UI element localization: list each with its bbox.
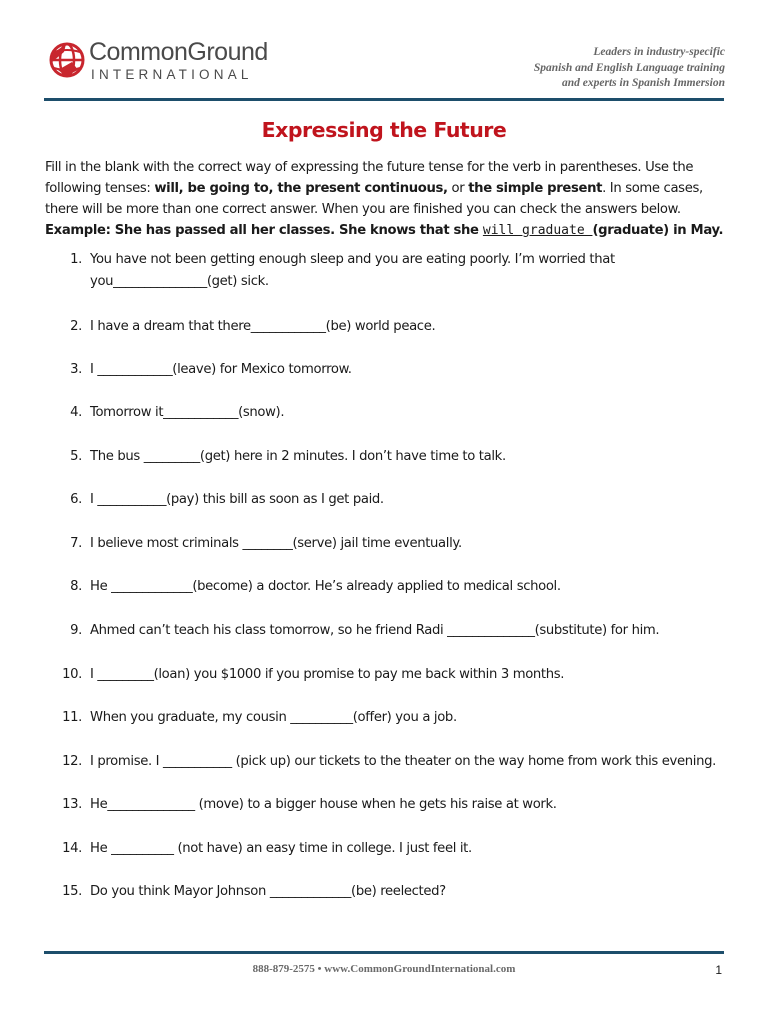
tagline-line: and experts in Spanish Immersion bbox=[562, 77, 725, 89]
question-number: 2. bbox=[70, 319, 82, 334]
question-number: 1. bbox=[70, 252, 82, 267]
question-number: 11. bbox=[62, 710, 82, 725]
question-text: He _____________(become) a doctor. He’s already applied to medical school. bbox=[90, 579, 561, 594]
footer-divider bbox=[44, 951, 724, 954]
example-end: (graduate) in May. bbox=[592, 223, 724, 238]
question-text: I promise. I ___________ (pick up) our tickets to the theater on the way home from work this evening. bbox=[90, 754, 716, 769]
question-text: The bus _________(get) here in 2 minutes. I don’t have time to talk. bbox=[90, 449, 506, 464]
question-number: 12. bbox=[62, 754, 82, 769]
logo-subtitle: INTERNATIONAL bbox=[91, 67, 253, 82]
question-number: 9. bbox=[70, 623, 82, 638]
instructions-text: . In some cases, there will be more than one correct answer. When you are finished you can check the answers below. bbox=[45, 181, 703, 217]
question-text: I ___________(pay) this bill as soon as I get paid. bbox=[90, 492, 384, 507]
footer-contact: 888-879-2575 • www.CommonGroundInternational.com bbox=[252, 963, 516, 975]
question-number: 8. bbox=[70, 579, 82, 594]
question-number: 7. bbox=[70, 536, 82, 551]
question-number: 4. bbox=[70, 405, 82, 420]
globe-logo-icon bbox=[48, 40, 88, 80]
instructions-text: Fill in the blank with the correct way of expressing the future tense for the verb in parentheses. Use the following tenses: bbox=[45, 160, 694, 196]
question-number: 3. bbox=[70, 362, 82, 377]
question-text: I _________(loan) you $1000 if you promise to pay me back within 3 months. bbox=[90, 667, 565, 682]
tagline bbox=[534, 45, 725, 92]
question-text: He______________ (move) to a bigger house when he gets his raise at work. bbox=[90, 797, 557, 812]
question-text: Tomorrow it____________(snow). bbox=[90, 405, 285, 420]
question-number: 6. bbox=[70, 492, 82, 507]
question-text: I have a dream that there____________(be) world peace. bbox=[90, 319, 436, 334]
question-number: 13. bbox=[62, 797, 82, 812]
question-number: 15. bbox=[62, 884, 82, 899]
question-text: I ____________(leave) for Mexico tomorrow. bbox=[90, 362, 352, 377]
example-label: Example: She has passed all her classes. She knows that she bbox=[45, 223, 483, 238]
company-logo bbox=[48, 38, 268, 88]
tagline-line: Leaders in industry-specific bbox=[593, 46, 725, 58]
question-text: You have not been getting enough sleep and you are eating poorly. I’m worried that bbox=[90, 252, 615, 267]
question-number: 5. bbox=[70, 449, 82, 464]
example-answer: will graduate bbox=[482, 223, 593, 238]
question-text: I believe most criminals ________(serve) jail time eventually. bbox=[90, 536, 462, 551]
page-header bbox=[0, 0, 768, 100]
tense-simple-present: the simple present bbox=[468, 181, 603, 196]
instructions-paragraph bbox=[45, 157, 730, 241]
header-divider bbox=[44, 98, 724, 101]
question-text: Ahmed can’t teach his class tomorrow, so he friend Radi ______________(substitute) for him. bbox=[90, 623, 660, 638]
tenses-list: will, be going to, the present continuous, bbox=[154, 181, 448, 196]
tagline-line: Spanish and English Language training bbox=[533, 61, 725, 74]
instructions-text: or bbox=[447, 181, 469, 196]
question-text: When you graduate, my cousin __________(offer) you a job. bbox=[90, 710, 457, 725]
question-number: 14. bbox=[62, 841, 82, 856]
question-text: He __________ (not have) an easy time in college. I just feel it. bbox=[90, 841, 472, 856]
question-text: Do you think Mayor Johnson _____________(be) reelected? bbox=[90, 884, 446, 899]
logo-name: CommonGround bbox=[89, 38, 268, 66]
question-text-continued: you_______________(get) sick. bbox=[90, 273, 269, 289]
page-number: 1 bbox=[715, 963, 722, 977]
question-number: 10. bbox=[62, 667, 82, 682]
page-title: Expressing the Future bbox=[261, 118, 507, 142]
